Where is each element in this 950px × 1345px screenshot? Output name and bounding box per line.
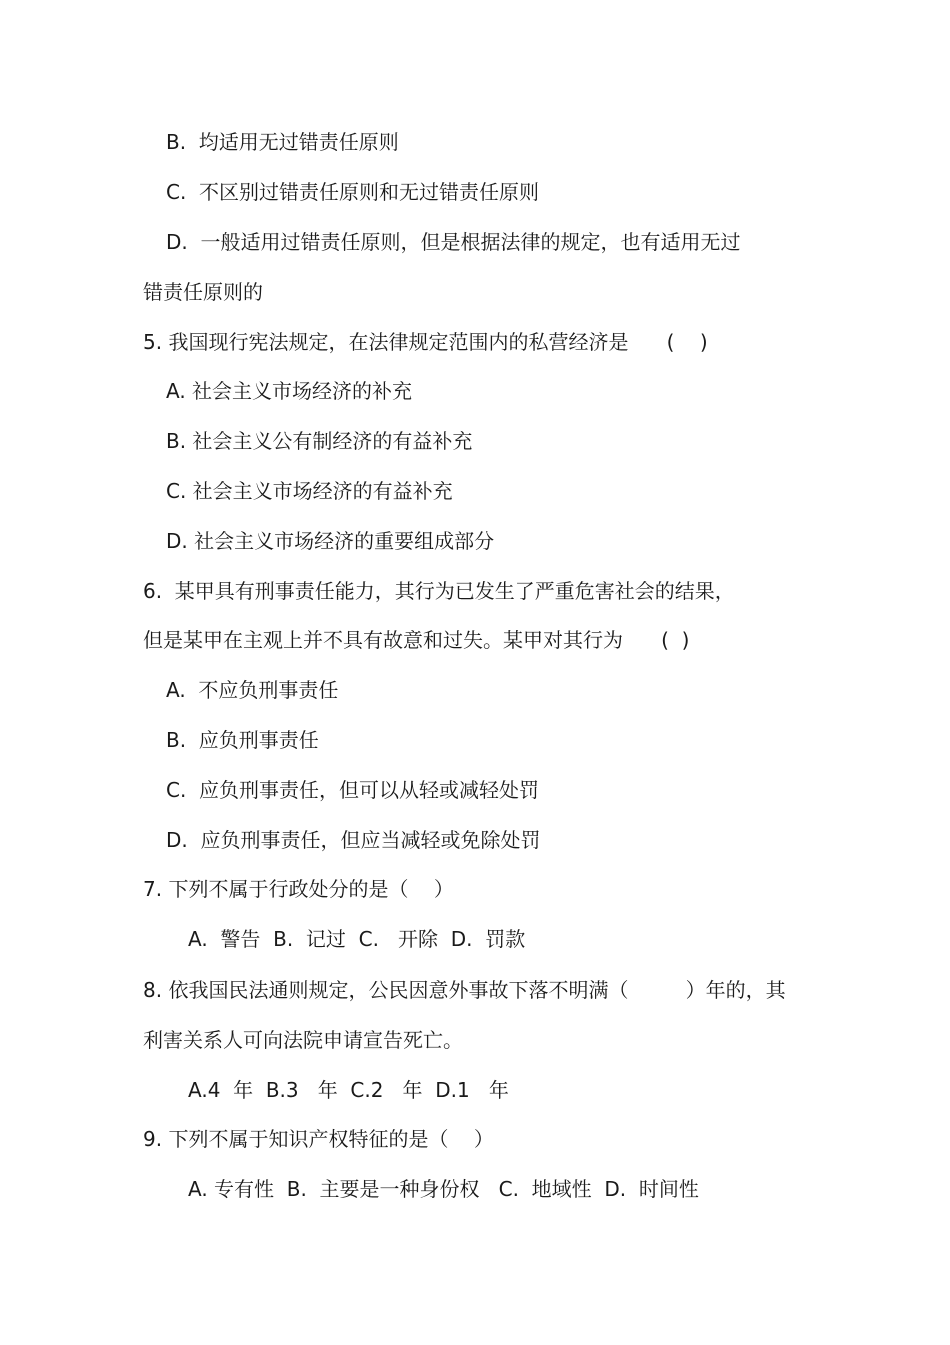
q6-stem: 6. 某甲具有刑事责任能力，其行为已发生了严重危害社会的结果， — [143, 579, 735, 603]
q8-stem: 8. 依我国民法通则规定，公民因意外事故下落不明满（ ）年的，其 — [143, 978, 786, 1002]
q5-option-b: B. 社会主义公有制经济的有益补充 — [166, 429, 473, 453]
q5-stem: 5. 我国现行宪法规定，在法律规定范围内的私营经济是 ( ) — [143, 330, 708, 354]
q4-option-d-continuation: 错责任原则的 — [143, 280, 263, 304]
q7-options: A. 警告 B. 记过 C. 开除 D. 罚款 — [188, 927, 526, 951]
q5-option-c: C. 社会主义市场经济的有益补充 — [166, 479, 453, 503]
q5-option-d: D. 社会主义市场经济的重要组成部分 — [166, 529, 495, 553]
q4-option-d: D. 一般适用过错责任原则，但是根据法律的规定，也有适用无过 — [166, 230, 741, 254]
q4-option-c: C. 不区别过错责任原则和无过错责任原则 — [166, 180, 540, 204]
q8-stem-continuation: 利害关系人可向法院申请宣告死亡。 — [143, 1028, 463, 1052]
q6-option-d: D. 应负刑事责任，但应当减轻或免除处罚 — [166, 828, 541, 852]
q6-option-b: B. 应负刑事责任 — [166, 728, 319, 752]
q9-stem: 9. 下列不属于知识产权特征的是（ ） — [143, 1127, 494, 1151]
q6-option-a: A. 不应负刑事责任 — [166, 678, 339, 702]
q9-options: A. 专有性 B. 主要是一种身份权 C. 地域性 D. 时间性 — [188, 1177, 699, 1201]
q6-option-c: C. 应负刑事责任，但可以从轻或减轻处罚 — [166, 778, 540, 802]
q5-option-a: A. 社会主义市场经济的补充 — [166, 379, 413, 403]
q4-option-b: B. 均适用无过错责任原则 — [166, 130, 399, 154]
q8-options: A.4 年 B.3 年 C.2 年 D.1 年 — [188, 1078, 509, 1102]
q6-stem-continuation: 但是某甲在主观上并不具有故意和过失。某甲对其行为 ( ) — [143, 628, 690, 652]
q7-stem: 7. 下列不属于行政处分的是（ ） — [143, 877, 454, 901]
